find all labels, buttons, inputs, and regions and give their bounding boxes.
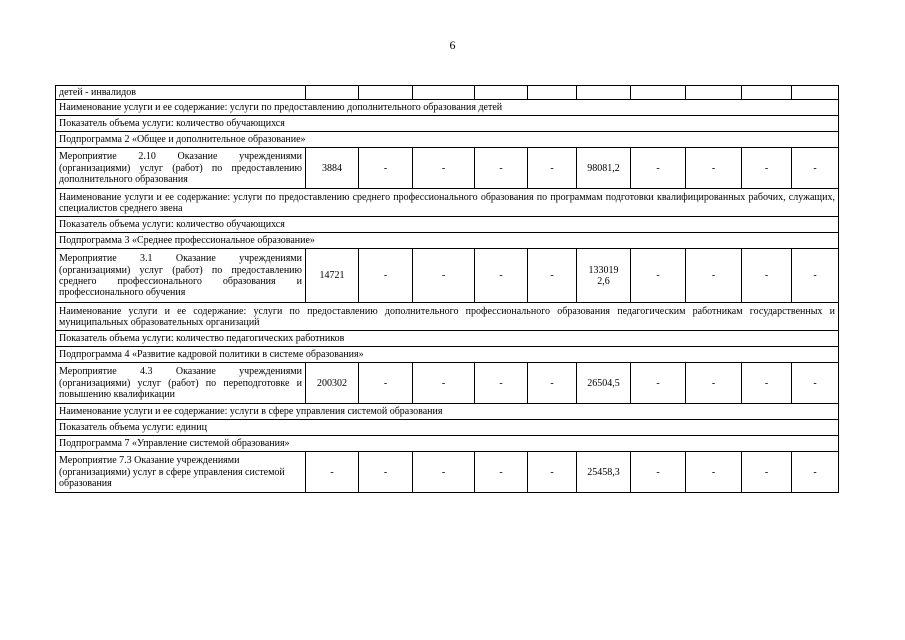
- service-name-row: Наименование услуги и ее содержание: услуги в сфере управления системой образования: [56, 404, 839, 420]
- subprogram-row: Подпрограмма 3 «Среднее профессиональное образование»: [56, 233, 839, 249]
- table-cell: -: [413, 249, 475, 303]
- table-cell: -: [475, 148, 528, 189]
- page-number: 6: [449, 38, 456, 52]
- table-row: [56, 217, 839, 233]
- table-cell: -: [413, 363, 475, 404]
- volume-indicator-row: Показатель объема услуги: количество педагогических работников: [56, 331, 839, 347]
- table-row: [56, 148, 839, 189]
- table-cell: -: [792, 249, 839, 303]
- table-cell: -: [528, 249, 577, 303]
- table-cell: -: [686, 249, 742, 303]
- volume-indicator-row: Показатель объема услуги: количество обучающихся: [56, 217, 839, 233]
- table-cell: -: [686, 363, 742, 404]
- table-cell: -: [528, 363, 577, 404]
- service-name-row: Наименование услуги и ее содержание: услуги по предоставлению дополнительного профессионального образования педагогическим работникам государственных и муниципальных образовательных организаций: [56, 303, 839, 331]
- table-cell: -: [475, 249, 528, 303]
- volume-indicator-row: Показатель объема услуги: единиц: [56, 420, 839, 436]
- table-cell: 98081,2: [577, 148, 631, 189]
- table-cell: 1330192,6: [577, 249, 631, 303]
- table-cell: -: [359, 452, 413, 493]
- row-label: детей - инвалидов: [56, 86, 306, 100]
- table-cell: -: [792, 148, 839, 189]
- table-row: [56, 331, 839, 347]
- table-row: [56, 420, 839, 436]
- table-row: [56, 452, 839, 493]
- service-name-row: Наименование услуги и ее содержание: услуги по предоставлению среднего профессионального образования по программам подготовки квалифицированных рабочих, служащих, специалистов среднего звена: [56, 189, 839, 217]
- subprogram-row: Подпрограмма 7 «Управление системой образования»: [56, 436, 839, 452]
- table-cell: -: [528, 148, 577, 189]
- table-cell: -: [413, 148, 475, 189]
- table-cell: 25458,3: [577, 452, 631, 493]
- table-row: [56, 347, 839, 363]
- table-row: [56, 233, 839, 249]
- services-table: [55, 85, 839, 493]
- table-row: [56, 249, 839, 303]
- table-cell: 14721: [306, 249, 359, 303]
- table-cell: -: [631, 452, 686, 493]
- table-cell: -: [742, 452, 792, 493]
- table-cell: -: [742, 148, 792, 189]
- table-cell: -: [528, 452, 577, 493]
- table-cell: -: [359, 249, 413, 303]
- table-cell: 26504,5: [577, 363, 631, 404]
- table-cell: -: [359, 363, 413, 404]
- table-cell: -: [792, 363, 839, 404]
- table-row: [56, 132, 839, 148]
- service-name-row: Наименование услуги и ее содержание: услуги по предоставлению дополнительного образования детей: [56, 100, 839, 116]
- table-row: [56, 363, 839, 404]
- table-row: [56, 100, 839, 116]
- volume-indicator-row: Показатель объема услуги: количество обучающихся: [56, 116, 839, 132]
- table-cell: -: [306, 452, 359, 493]
- table-cell: 3884: [306, 148, 359, 189]
- table-cell: -: [359, 148, 413, 189]
- measure-label: Мероприятие 7.3 Оказание учреждениями (организациями) услуг в сфере управления системой образования: [56, 452, 306, 493]
- table-cell: -: [792, 452, 839, 493]
- table-cell: -: [742, 249, 792, 303]
- table-row: [56, 436, 839, 452]
- table-row: [56, 116, 839, 132]
- subprogram-row: Подпрограмма 2 «Общее и дополнительное образование»: [56, 132, 839, 148]
- table-row: [56, 303, 839, 331]
- table-cell: -: [631, 148, 686, 189]
- measure-label: Мероприятие 2.10 Оказание учреждениями (организациями) услуг (работ) по предоставлению дополнительного образования: [56, 148, 306, 189]
- table-cell: -: [413, 452, 475, 493]
- subprogram-row: Подпрограмма 4 «Развитие кадровой политики в системе образования»: [56, 347, 839, 363]
- measure-label: Мероприятие 4.3 Оказание учреждениями (организациями) услуг (работ) по переподготовке и повышению квалификации: [56, 363, 306, 404]
- table-cell: -: [631, 363, 686, 404]
- table-row: [56, 404, 839, 420]
- table-cell: -: [475, 452, 528, 493]
- table-row: [56, 86, 839, 100]
- table-cell: -: [686, 452, 742, 493]
- measure-label: Мероприятие 3.1 Оказание учреждениями (организациями) услуг (работ) по предоставлению среднего профессионального образования и профессионального обучения: [56, 249, 306, 303]
- table-row: [56, 189, 839, 217]
- table-cell: -: [686, 148, 742, 189]
- table-cell: -: [475, 363, 528, 404]
- table-cell: -: [742, 363, 792, 404]
- table-cell: -: [631, 249, 686, 303]
- table-cell: 200302: [306, 363, 359, 404]
